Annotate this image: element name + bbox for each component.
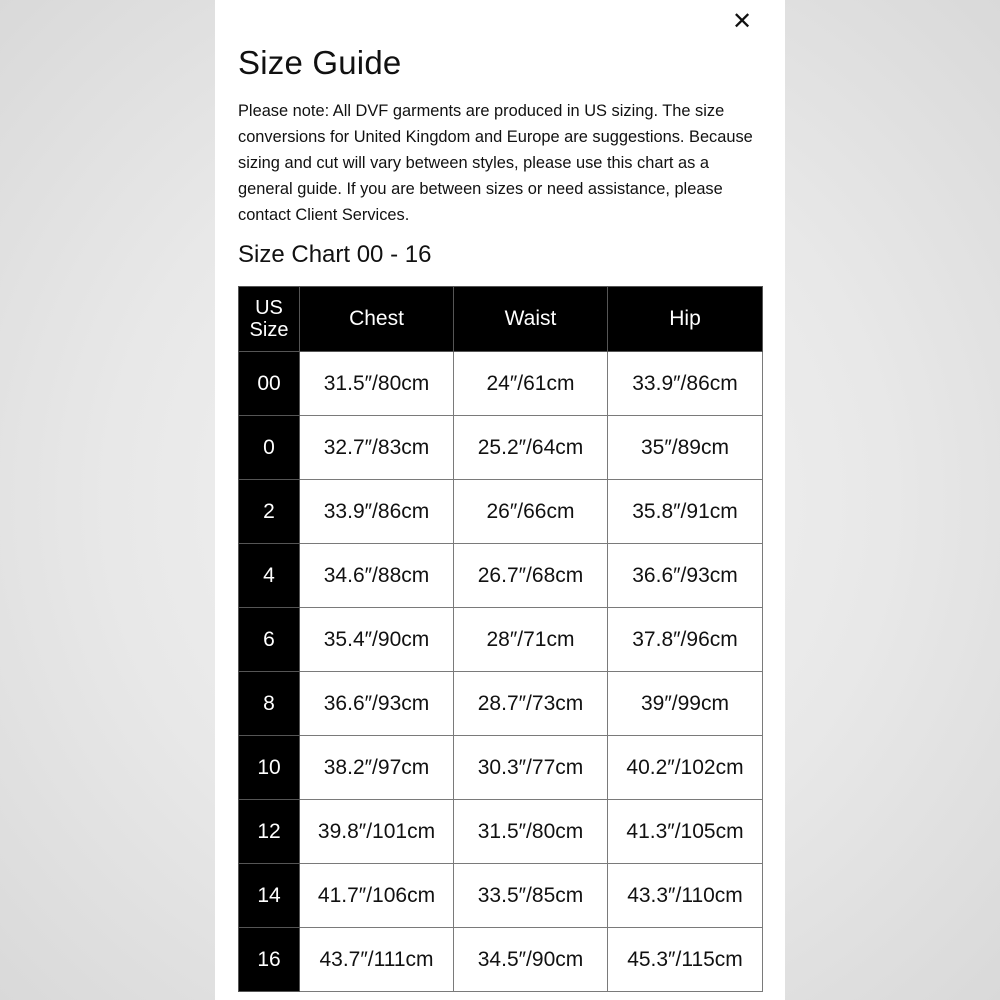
waist-cell: 30.3″/77cm (454, 736, 608, 800)
size-cell: 10 (239, 736, 300, 800)
waist-cell: 31.5″/80cm (454, 800, 608, 864)
chest-cell: 35.4″/90cm (300, 608, 454, 672)
hip-cell: 45.3″/115cm (608, 928, 763, 992)
hip-cell: 35″/89cm (608, 416, 763, 480)
chest-cell: 33.9″/86cm (300, 480, 454, 544)
chest-cell: 32.7″/83cm (300, 416, 454, 480)
header-chest: Chest (300, 287, 454, 352)
hip-cell: 33.9″/86cm (608, 352, 763, 416)
table-header-row (239, 287, 763, 352)
chest-cell: 34.6″/88cm (300, 544, 454, 608)
modal-title: Size Guide (238, 44, 402, 81)
chest-cell: 31.5″/80cm (300, 352, 454, 416)
hip-cell: 39″/99cm (608, 672, 763, 736)
table-row (239, 352, 763, 416)
size-chart-title: Size Chart 00 - 16 (238, 241, 432, 268)
chest-cell: 36.6″/93cm (300, 672, 454, 736)
size-cell: 0 (239, 416, 300, 480)
table-row (239, 864, 763, 928)
waist-cell: 28″/71cm (454, 608, 608, 672)
table-row (239, 736, 763, 800)
size-guide-modal (215, 0, 785, 1000)
chest-cell: 41.7″/106cm (300, 864, 454, 928)
size-cell: 00 (239, 352, 300, 416)
waist-cell: 34.5″/90cm (454, 928, 608, 992)
waist-cell: 33.5″/85cm (454, 864, 608, 928)
waist-cell: 26.7″/68cm (454, 544, 608, 608)
waist-cell: 28.7″/73cm (454, 672, 608, 736)
size-cell: 14 (239, 864, 300, 928)
hip-cell: 35.8″/91cm (608, 480, 763, 544)
chest-cell: 38.2″/97cm (300, 736, 454, 800)
hip-cell: 40.2″/102cm (608, 736, 763, 800)
table-row (239, 544, 763, 608)
table-row (239, 480, 763, 544)
header-us-size (239, 287, 300, 352)
table-row (239, 928, 763, 992)
size-cell: 4 (239, 544, 300, 608)
hip-cell: 36.6″/93cm (608, 544, 763, 608)
header-hip: Hip (608, 287, 763, 352)
size-cell: 2 (239, 480, 300, 544)
size-cell: 12 (239, 800, 300, 864)
waist-cell: 25.2″/64cm (454, 416, 608, 480)
chest-cell: 39.8″/101cm (300, 800, 454, 864)
hip-cell: 43.3″/110cm (608, 864, 763, 928)
hip-cell: 37.8″/96cm (608, 608, 763, 672)
size-cell: 8 (239, 672, 300, 736)
header-waist: Waist (454, 287, 608, 352)
table-row (239, 672, 763, 736)
hip-cell: 41.3″/105cm (608, 800, 763, 864)
size-chart-table (238, 286, 763, 992)
size-cell: 6 (239, 608, 300, 672)
waist-cell: 26″/66cm (454, 480, 608, 544)
table-row (239, 608, 763, 672)
sizing-note: Please note: All DVF garments are produced in US sizing. The size conversions for United Kingdom and Europe are suggestions. Because sizing and cut will vary between styles, please use this chart as a general guide. If you are between sizes or need assistance, please contact Client Services. (238, 102, 753, 224)
chest-cell: 43.7″/111cm (300, 928, 454, 992)
table-row (239, 800, 763, 864)
close-icon[interactable]: ✕ (731, 7, 753, 35)
table-row (239, 416, 763, 480)
header-us-size-line2: Size (249, 319, 289, 341)
size-cell: 16 (239, 928, 300, 992)
header-us-size-line1: US (255, 297, 283, 319)
waist-cell: 24″/61cm (454, 352, 608, 416)
